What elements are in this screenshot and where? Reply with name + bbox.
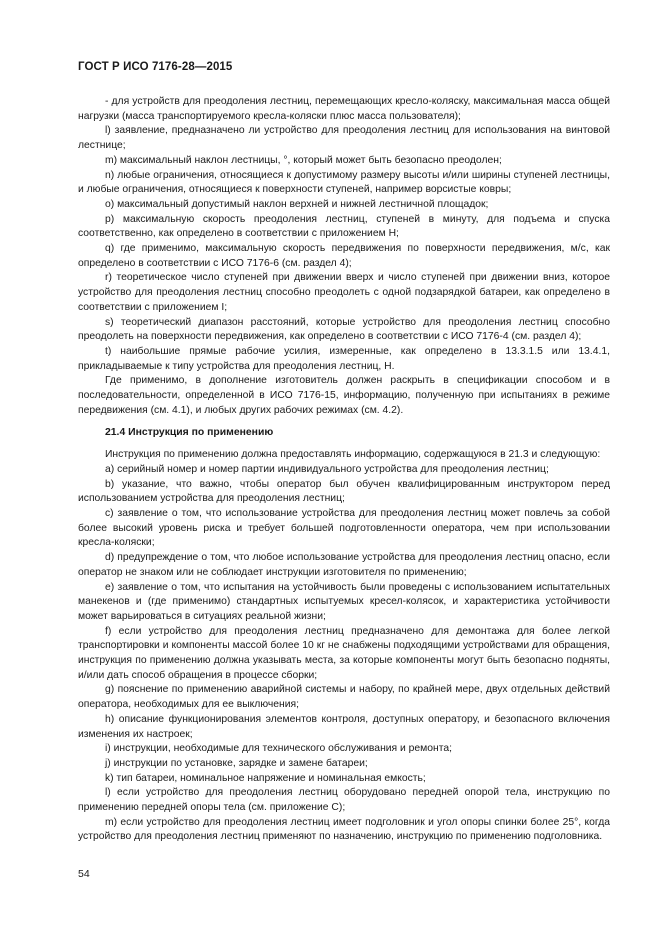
paragraph: - для устройств для преодоления лестниц, перемещающих кресло-коляску, максимальная масса общей нагрузки (масса транспортируемого кресла-коляски плюс масса пользователя); <box>78 96 610 122</box>
paragraph: Инструкция по применению должна предоставлять информацию, содержащуюся в 21.3 и следующую: <box>105 449 601 461</box>
list-item: f) если устройство для преодоления лестниц предназначено для демонтажа для более легкой транспортировки и компоненты массой более 10 кг не снабжены подходящими устройствами для обращения, инструкция по применению должна указывать места, за которые компоненты могут быть безопасно подняты, и/или дать способ обращения в процессе сборки; <box>78 625 610 681</box>
list-item: c) заявление о том, что использование устройства для преодоления лестниц может повлечь за собой более высокий уровень риска и требует большей подготовленности оператора, чем при использовании кресла-коляски; <box>78 507 610 549</box>
list-item: d) предупреждение о том, что любое использование устройства для преодоления лестниц опасно, если оператор не знаком или не соблюдает инструкции изготовителя по применению; <box>78 552 610 578</box>
list-item: s) теоретический диапазон расстояний, которые устройство для преодоления лестниц способно преодолеть на поверхности передвижения, как определено в соответствии с ИСО 7176-4 (см. раздел 4); <box>78 316 610 343</box>
list-item: p) максимальную скорость преодоления лестниц, ступеней в минуту, для подъема и спуска соответственно, как определено в соответствии с приложением H; <box>78 213 610 240</box>
list-item: t) наибольшие прямые рабочие усилия, измеренные, как определено в 13.3.1.5 или 13.4.1, прикладываемые к типу устройства для преодоления лестниц, H. <box>78 345 610 372</box>
paragraph: Где применимо, в дополнение изготовитель должен раскрыть в спецификации способом и в последовательности, определенной в ИСО 7176-15, информацию, полученную при испытаниях в режиме передвижения (см. 4.1), и любых других рабочих режимах (см. 4.2). <box>78 375 610 416</box>
list-item: a) серийный номер и номер партии индивидуального устройства для преодоления лестниц; <box>105 463 549 475</box>
section-heading: 21.4 Инструкция по применению <box>105 427 274 439</box>
page-number: 54 <box>78 868 90 880</box>
list-item: g) пояснение по применению аварийной системы и набору, по крайней мере, двух отдельных действий оператора, необходимых для ее выключения; <box>78 684 610 711</box>
page-body <box>78 95 610 845</box>
list-item: m) максимальный наклон лестницы, °, который может быть безопасно преодолен; <box>105 154 502 166</box>
list-item: r) теоретическое число ступеней при движении вверх и число ступеней при движении вниз, которое устройство для преодоления лестниц способно преодолеть с одной подзарядкой батареи, как определено в соответствии с приложением I; <box>78 272 610 313</box>
list-item: i) инструкции, необходимые для технического обслуживания и ремонта; <box>105 743 453 755</box>
list-item: e) заявление о том, что испытания на устойчивость были проведены с использованием испытательных манекенов и (где применимо) стандартных испытуемых кресел-колясок, и характеристика устойчивости может варьироваться в ситуациях реальной жизни; <box>78 581 610 622</box>
list-item: l) если устройство для преодоления лестниц оборудовано передней опорой тела, инструкцию по применению передней опоры тела (см. приложение C); <box>78 787 610 814</box>
list-item: k) тип батареи, номинальное напряжение и номинальная емкость; <box>105 772 426 784</box>
list-item: j) инструкции по установке, зарядке и замене батареи; <box>105 757 368 769</box>
list-item: b) указание, что важно, чтобы оператор был обучен квалифицированным инструктором перед использованием устройства для преодоления лестниц; <box>78 478 610 505</box>
list-item: n) любые ограничения, относящиеся к допустимому размеру высоты и/или ширины ступеней лестницы, и любые ограничения, относящиеся к поверхности ступеней, например ворсистые ковры; <box>78 169 610 196</box>
list-item: q) где применимо, максимальную скорость передвижения по поверхности передвижения, м/с, как определено в соответствии с ИСО 7176-6 (см. раздел 4); <box>78 243 610 269</box>
list-item: h) описание функционирования элементов контроля, доступных оператору, и безопасного включения изменения их настроек; <box>78 713 610 740</box>
document-header: ГОСТ Р ИСО 7176-28—2015 <box>78 61 233 73</box>
list-item: m) если устройство для преодоления лестниц имеет подголовник и угол опоры спинки более 25°, когда устройство для преодоления лестниц применяют по назначению, инструкцию по применению подголовника. <box>78 816 610 843</box>
list-item: l) заявление, предназначено ли устройство для преодоления лестниц для использования на винтовой лестнице; <box>78 125 610 152</box>
list-item: o) максимальный допустимый наклон верхней и нижней лестничной площадок; <box>105 198 489 210</box>
